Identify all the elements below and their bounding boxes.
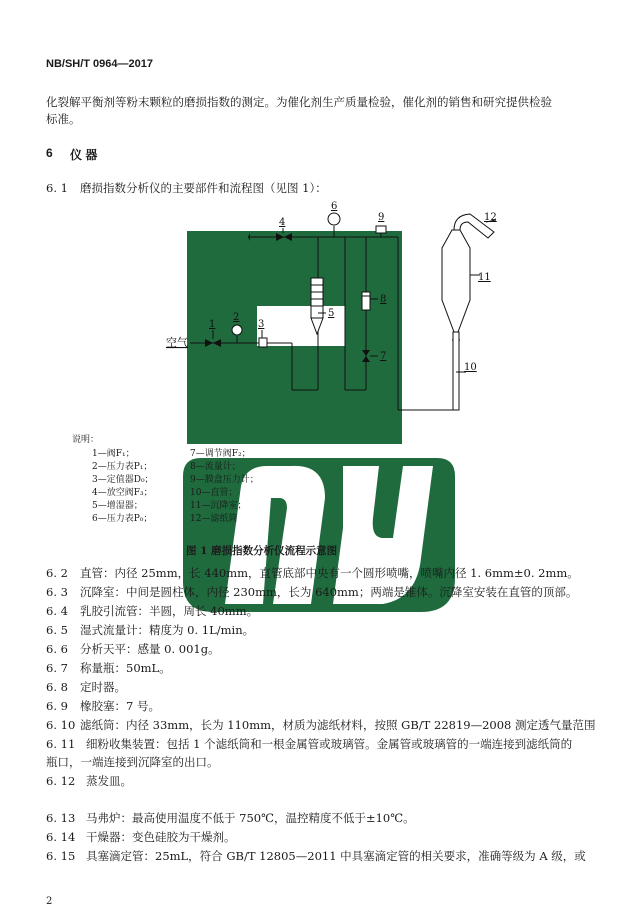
section-number: 6 <box>46 146 53 160</box>
callout-9: 9 <box>378 212 385 223</box>
list-item-text: 细粉收集装置：包括 1 个滤纸筒和一根金属管或玻璃管。金属管或玻璃管的一端连接到滤纸筒的 <box>86 737 573 751</box>
flow-diagram <box>0 0 621 460</box>
list-item: 6. 2 <box>46 566 68 580</box>
list-item-text: 湿式流量计：精度为 0. 1L/min。 <box>80 623 255 637</box>
section-title: 仪 器 <box>70 148 98 162</box>
callout-7: 7 <box>380 351 387 362</box>
list-item: 6. 5 <box>46 623 68 637</box>
figure-caption: 图 1 磨损指数分析仪流程示意图 <box>186 545 338 557</box>
list-item-text: 称量瓶：50mL。 <box>80 661 171 675</box>
callout-4: 4 <box>279 217 286 228</box>
list-item: 6. 12 <box>46 774 76 788</box>
list-item-text: 直管：内径 25mm，长 440mm，直管底部中央有一个圆形喷嘴，喷嘴内径 1. 6mm±0. 2mm。 <box>80 566 579 580</box>
list-item: 6. 9 <box>46 699 68 713</box>
list-item: 6. 14 <box>46 830 76 844</box>
list-item-text: 干燥器：变色硅胶为干燥剂。 <box>86 830 236 844</box>
list-item-text: 分析天平：感量 0. 001g。 <box>80 642 220 656</box>
list-item-text: 滤纸筒：内径 33mm，长为 110mm，材质为滤纸材料，按照 GB/T 22819—2008 测定透气量范围 <box>80 718 596 732</box>
list-item: 6. 10 <box>46 718 76 732</box>
callout-2: 2 <box>233 312 240 323</box>
list-item-cont: 瓶口，一端连接到沉降室的出口。 <box>46 755 219 769</box>
list-item: 6. 13 <box>46 811 76 825</box>
callout-12: 12 <box>484 212 497 223</box>
intro-line-2: 标准。 <box>46 112 81 126</box>
legend-left: 1—阀F₁； 2—压力表P₁； 3—定值器D₀； 4—放空阀F₃； 5—增湿器； 6—压力表P₀； <box>92 449 154 524</box>
item-number: 6. 1 <box>46 181 68 195</box>
list-item-text: 定时器。 <box>80 680 126 694</box>
list-item-text: 乳胶引流管：半圆，周长 40mm。 <box>80 604 259 618</box>
callout-1: 1 <box>209 319 216 330</box>
list-item: 6. 15 <box>46 849 76 863</box>
legend-right: 7—调节阀F₂； 8—流量计； 9—膜盒压力计； 10—直管； 11—沉降室； 12—滤纸筒 <box>190 449 259 524</box>
list-item-text: 具塞滴定管：25mL，符合 GB/T 12805—2011 中具塞滴定管的相关要求，准确等级为 A 级，或 <box>86 849 586 863</box>
callout-11: 11 <box>478 272 491 283</box>
callout-10: 10 <box>464 362 477 373</box>
callout-8: 8 <box>380 294 387 305</box>
list-item-text: 蒸发皿。 <box>86 774 132 788</box>
list-item: 6. 7 <box>46 661 68 675</box>
list-item: 6. 3 <box>46 585 68 599</box>
callout-3: 3 <box>258 319 265 330</box>
callout-6: 6 <box>331 201 338 212</box>
standard-code: NB/SH/T 0964—2017 <box>46 58 153 70</box>
list-item-text: 沉降室：中间是圆柱体，内径 230mm，长为 640mm；两端是锥体。沉降室安装在直管的顶部。 <box>80 585 578 599</box>
callout-5: 5 <box>328 308 335 319</box>
list-item-text: 橡胶塞：7 号。 <box>80 699 160 713</box>
list-item: 6. 8 <box>46 680 68 694</box>
list-item: 6. 4 <box>46 604 68 618</box>
item-text: 磨损指数分析仪的主要部件和流程图（见图 1）： <box>80 181 327 195</box>
list-item-text: 马弗炉：最高使用温度不低于 750℃，温控精度不低于±10℃。 <box>86 811 415 825</box>
list-item: 6. 6 <box>46 642 68 656</box>
page-number: 2 <box>46 896 53 907</box>
list-item: 6. 11 <box>46 737 76 751</box>
legend-title: 说明： <box>72 435 100 445</box>
intro-line-1: 化裂解平衡剂等粉末颗粒的磨损指数的测定。为催化剂生产质量检验，催化剂的销售和研究提供检验 <box>46 95 552 109</box>
air-label: 空气 <box>166 336 188 349</box>
